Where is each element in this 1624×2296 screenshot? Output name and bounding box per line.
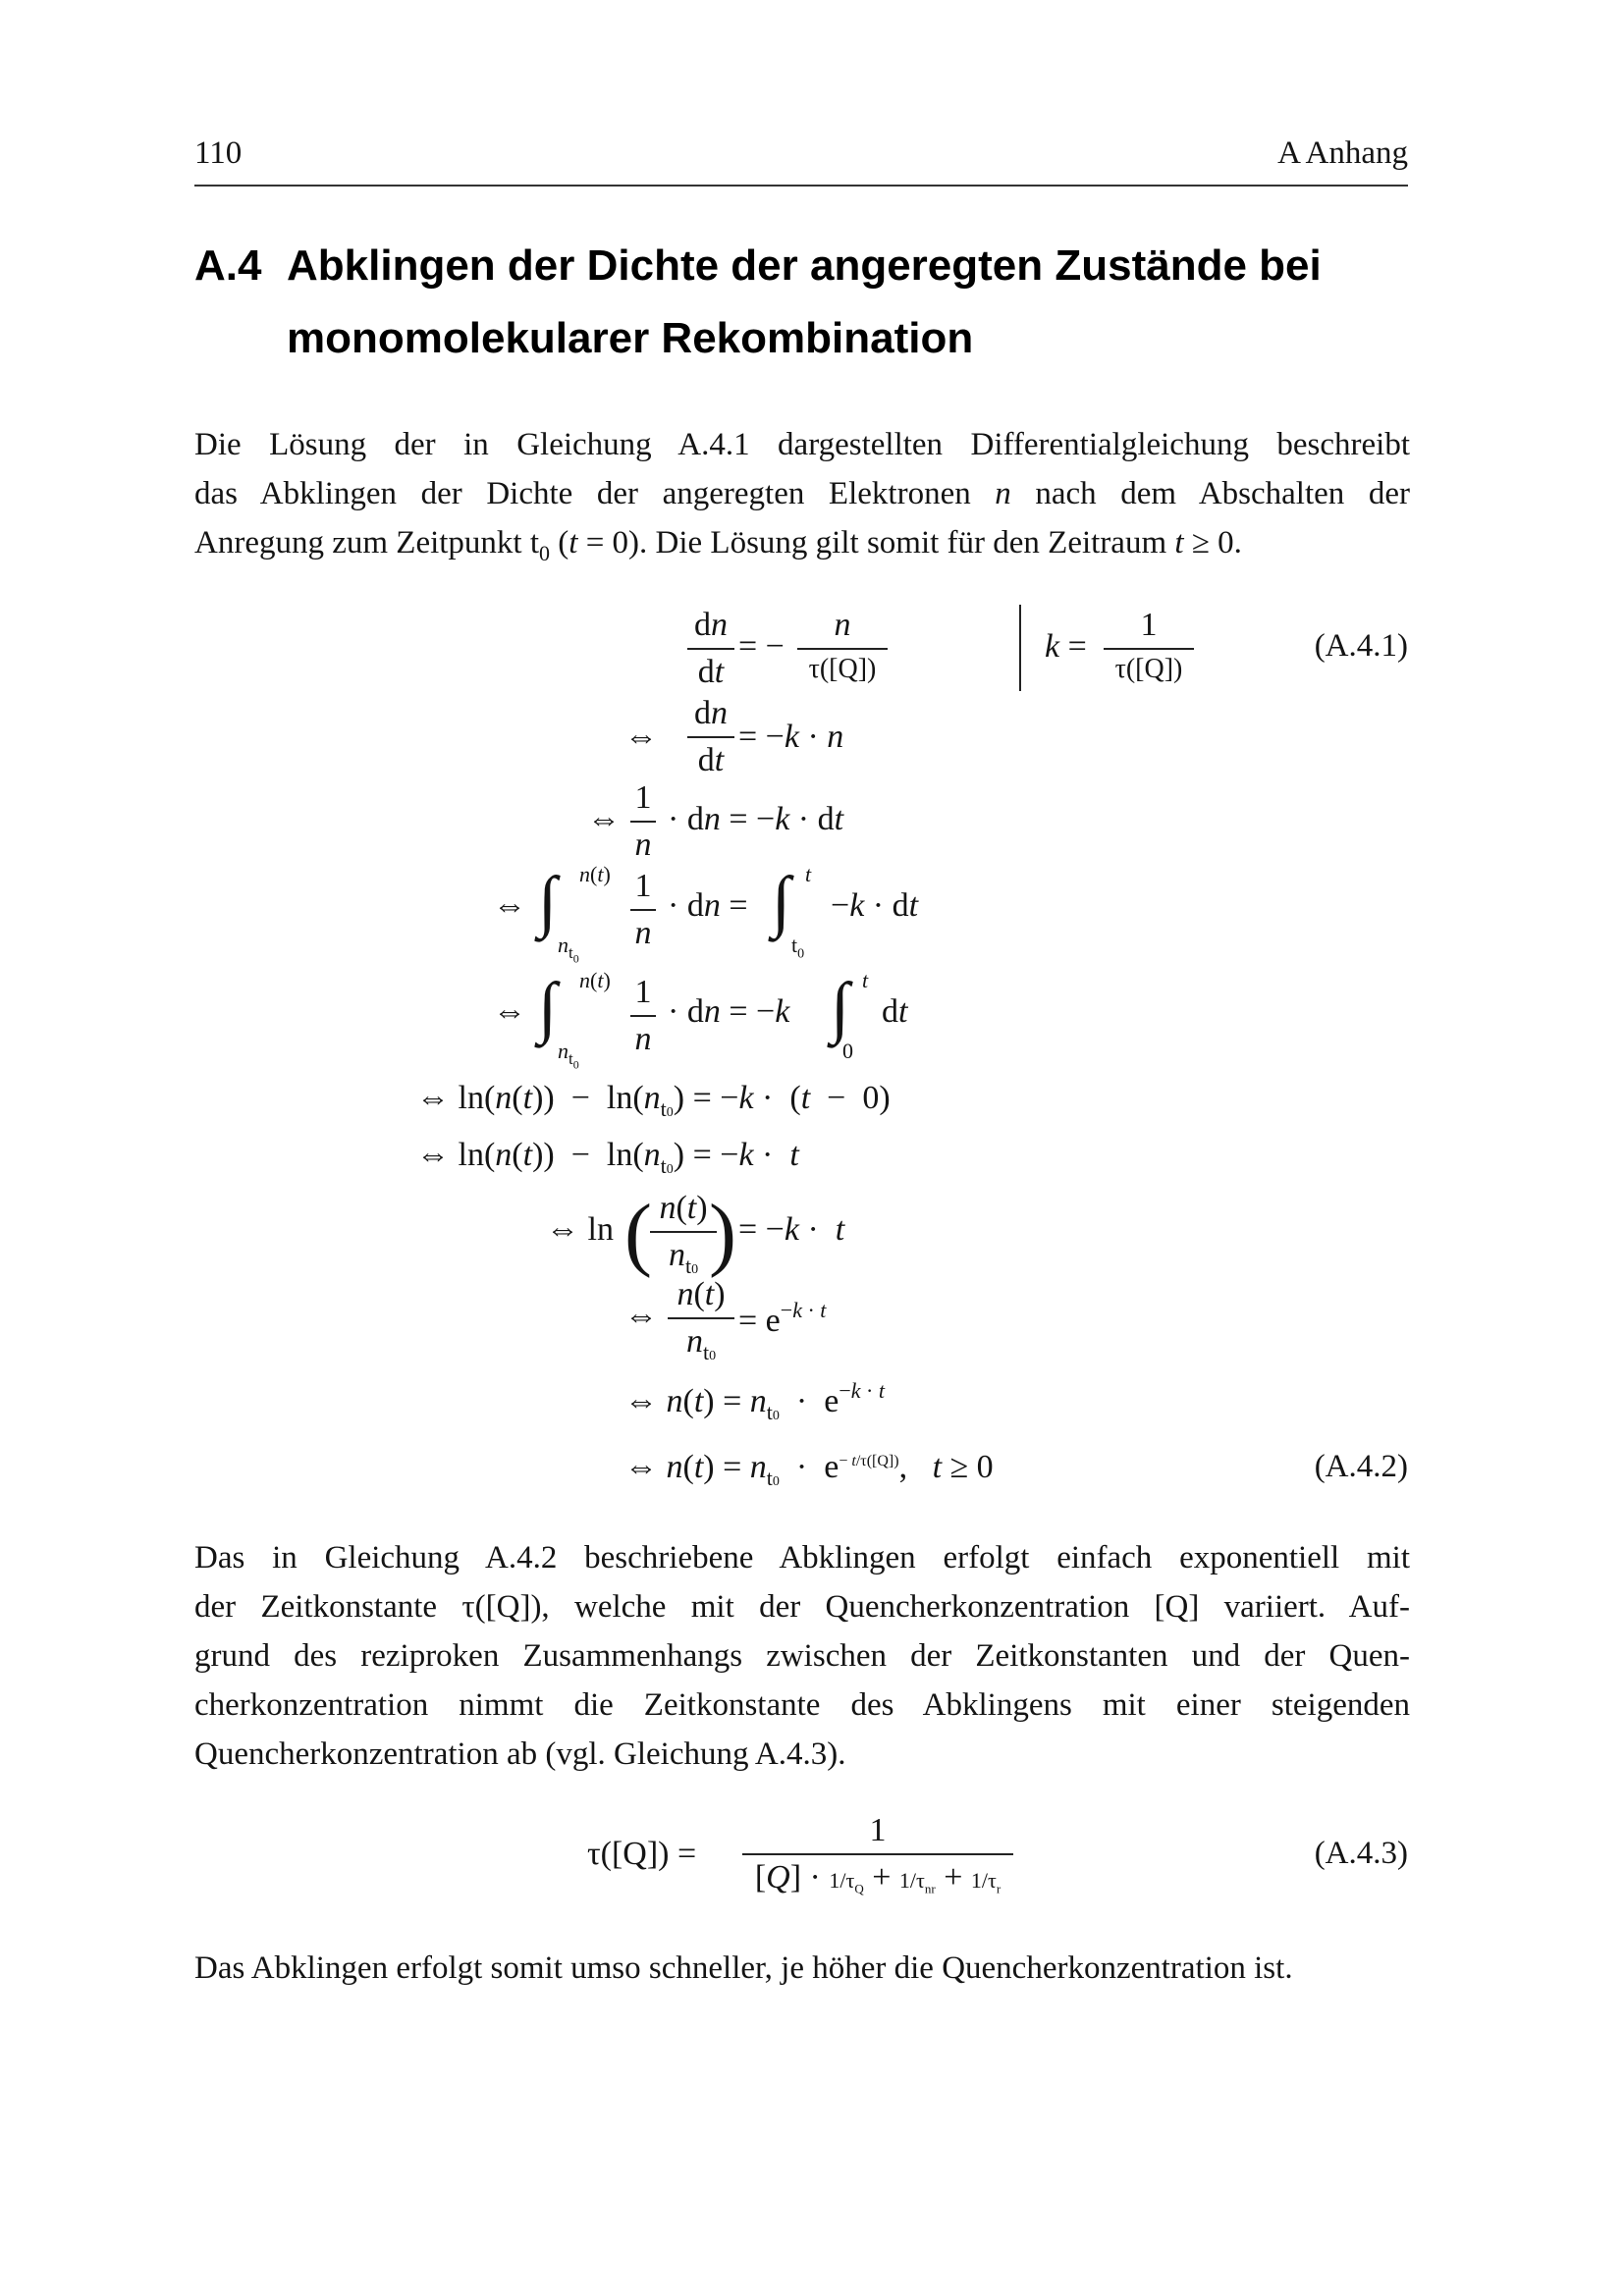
equation-lhs: τ([Q]) =: [587, 1836, 697, 1872]
equation-operator: = −: [738, 628, 785, 665]
condition-separator: [1019, 605, 1021, 691]
text-line: Quencherkonzentration ab (vgl. Gleichung A.4.3).: [194, 1736, 846, 1772]
condition-k: k =: [1045, 628, 1087, 665]
section-title: Abklingen der Dichte der angeregten Zustände bei monomolekularer Rekombination: [287, 241, 1322, 362]
text-line: Die Lösung der in Gleichung A.4.1 dargestellten Differentialgleichung beschreibt: [194, 427, 1410, 462]
equation-rhs: dt: [882, 993, 908, 1030]
text-line: cherkonzentration nimmt die Zeitkonstante des Abklingens mit einer steigenden: [194, 1687, 1410, 1723]
running-header: [194, 133, 1408, 187]
integral-lower: $n_{t_0}$: [558, 933, 579, 966]
text-line: Das Abklingen erfolgt somit umso schneller, je höher die Quencherkonzentration ist.: [194, 1950, 1293, 1986]
integral-lower: $n_{t_0}$: [558, 1039, 579, 1072]
paren-open: (: [624, 1188, 652, 1279]
equation-line: ⇔ $n(t) = n_{t0} \cdot e^{-k \cdot t}$: [624, 1378, 885, 1424]
equation-line: ⇔ $\ln(n(t)) - \ln(n_{t0}) = -k \cdot (t - 0)$: [416, 1080, 891, 1121]
equation-line: ⇔ $\ln(n(t)) - \ln(n_{t0}) = -k \cdot t$: [416, 1137, 799, 1178]
fraction-nt-nt0: n(t) $n_{t0}$: [668, 1276, 734, 1365]
section-number: A.4: [194, 241, 262, 290]
fraction-1-n: 1 n: [630, 974, 656, 1058]
equation-rhs: = $e^{-k \cdot t}$: [738, 1298, 827, 1339]
paren-close: ): [709, 1188, 736, 1279]
integral-upper: t: [862, 968, 869, 992]
equation-rhs: = −k · t: [738, 1211, 845, 1248]
page-number: 110: [194, 135, 243, 171]
equation-rhs: = −k · n: [738, 719, 844, 755]
equation-rhs: · dn = −k · dt: [668, 801, 844, 837]
equation-rhs: −k · dt: [831, 887, 919, 924]
equation-mid: · dn = −k: [668, 993, 790, 1030]
fraction-one-tau: 1 τ([Q]): [1104, 607, 1194, 685]
paragraph-intro: [194, 420, 1410, 578]
paragraph-discussion: [194, 1533, 1410, 1779]
integral-upper: t: [805, 862, 812, 886]
fraction-nt-nt0: n(t) $n_{t0}$: [650, 1190, 717, 1279]
fraction-1-n: 1 n: [630, 779, 656, 864]
fraction-dn-dt: dn dt: [687, 695, 734, 779]
fraction-tau-q: 1 $[Q] \cdot 1/\tau_Q + 1/\tau_{nr} + 1/\tau_r$: [742, 1812, 1013, 1896]
integral-upper: n(t): [579, 862, 611, 886]
equiv-arrow: ⇔: [624, 1298, 658, 1334]
chapter-title: A Anhang: [1277, 135, 1408, 171]
equation-line: ⇔ $n(t) = n_{t0} \cdot e^{- t/\tau([Q])}$, t ≥ 0: [624, 1449, 994, 1490]
equation-mid: · dn =: [668, 887, 748, 924]
equation-label: (A.4.2): [1314, 1449, 1408, 1484]
text-line: das Abklingen der Dichte der angeregten Elektronen n nach dem Abschalten der: [194, 476, 1410, 511]
equation-label: (A.4.1): [1314, 628, 1408, 664]
fraction-1-n: 1 n: [630, 868, 656, 952]
integral-sign: ∫: [538, 970, 558, 1045]
equiv-arrow: ⇔: [493, 887, 526, 924]
integral-sign: ∫: [831, 970, 850, 1045]
integral-sign: ∫: [538, 864, 558, 939]
fraction-n-tau: n τ([Q]): [797, 607, 888, 685]
paragraph-conclusion: [194, 1944, 1410, 1993]
text-line: der Zeitkonstante τ([Q]), welche mit der Quencherkonzentration [Q] variiert. Auf-: [194, 1589, 1410, 1625]
equation-label: (A.4.3): [1314, 1836, 1408, 1871]
integral-lower: $t_0$: [791, 933, 805, 962]
equiv-arrow: ⇔: [493, 993, 526, 1030]
integral-sign: ∫: [772, 864, 791, 939]
text-line: grund des reziproken Zusammenhangs zwischen der Zeitkonstanten und der Quen-: [194, 1638, 1410, 1674]
equation-lhs: ⇔ ln: [546, 1211, 614, 1248]
integral-lower: 0: [842, 1039, 853, 1063]
text-line: Das in Gleichung A.4.2 beschriebene Abklingen erfolgt einfach exponentiell mit: [194, 1540, 1410, 1575]
fraction-dn-dt: dn dt: [687, 607, 734, 691]
text-line: Anregung zum Zeitpunkt $t_0$ (t = 0). Die Lösung gilt somit für den Zeitraum t ≥ 0.: [194, 525, 1242, 565]
equiv-arrow: ⇔: [624, 719, 658, 755]
equiv-arrow: ⇔: [587, 801, 621, 837]
integral-upper: n(t): [579, 968, 611, 992]
